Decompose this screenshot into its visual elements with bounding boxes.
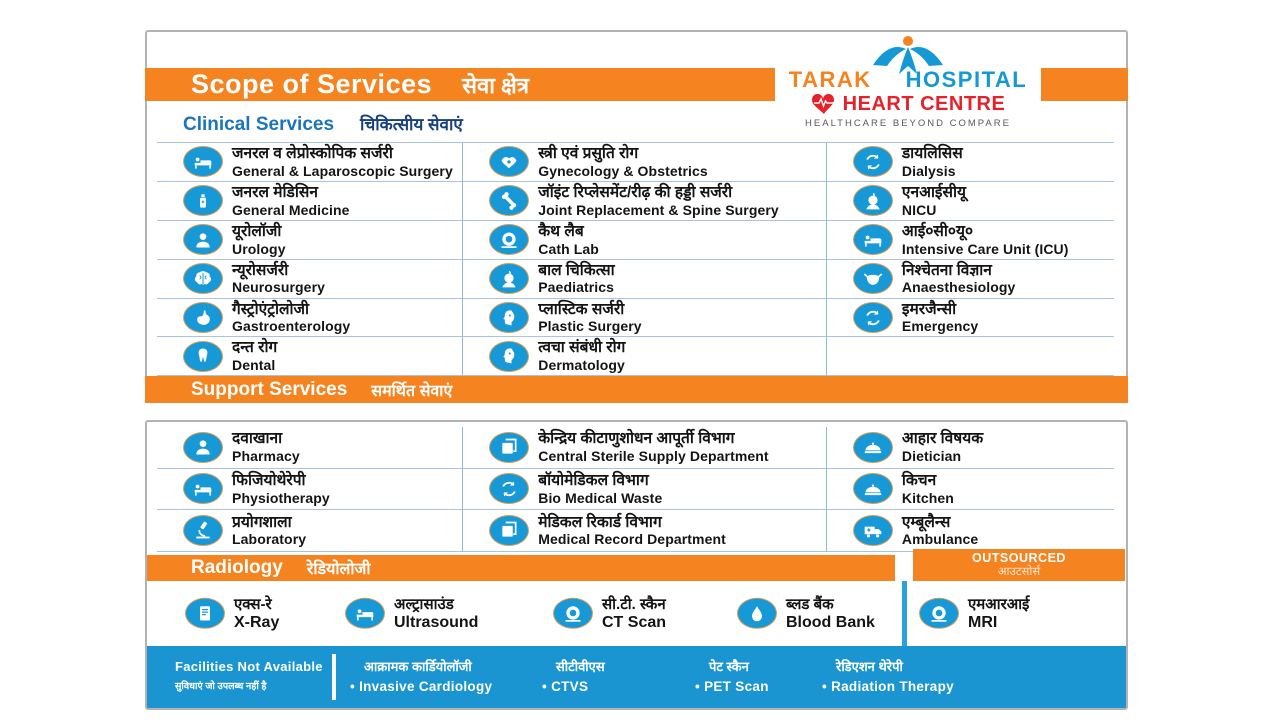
service-name-english: Cath Lab: [538, 240, 599, 257]
service-name-english: Gastroenterology: [232, 318, 351, 335]
stomach-icon: [183, 302, 223, 333]
service-row: [157, 337, 462, 376]
service-row: [157, 510, 462, 552]
service-row: [827, 143, 1114, 182]
service-row: [827, 182, 1114, 221]
service-row: [157, 299, 462, 338]
mri-scanner-icon: [919, 598, 959, 629]
service-name-english: Kitchen: [901, 489, 954, 506]
clinical-section-panel: [145, 30, 1128, 403]
dietician-cloche-icon: [853, 432, 893, 463]
service-name-english: Intensive Care Unit (ICU): [901, 240, 1069, 257]
gynecology-hands-icon: [489, 146, 529, 177]
facilities-not-available-footer: [147, 646, 1126, 708]
kitchen-cloche-icon: [853, 473, 893, 504]
facility-name-hindi: सीटीवीएस: [556, 659, 605, 674]
tooth-icon: [183, 341, 223, 372]
service-row: [463, 182, 826, 221]
facility-name-english: • Invasive Cardiology: [350, 679, 492, 694]
service-name-english: General Medicine: [232, 201, 350, 218]
service-row: [827, 260, 1114, 299]
service-name-english: General & Laparoscopic Surgery: [232, 162, 453, 179]
service-name-hindi: फिजियोथेरेपी: [232, 471, 306, 489]
service-row: [827, 469, 1114, 511]
outsourced-divider: [902, 581, 907, 646]
service-name-hindi: आई०सी०यू०: [901, 222, 974, 240]
service-name-english: Plastic Surgery: [538, 318, 642, 335]
service-name-hindi: दवाखाना: [232, 430, 283, 448]
nicu-baby-icon: [853, 185, 893, 216]
brain-icon: [183, 263, 223, 294]
page-title-hindi: सेवा क्षेत्र: [462, 72, 529, 98]
service-name-hindi: जनरल व लेप्रोस्कोपिक सर्जरी: [232, 144, 393, 162]
service-name-hindi: अल्ट्रासाउंड: [394, 595, 454, 613]
service-name-english: Ultrasound: [394, 613, 479, 631]
service-row: [827, 221, 1114, 260]
biomedical-waste-icon: [489, 473, 529, 504]
service-row: [463, 221, 826, 260]
service-name-hindi: एमआरआई: [968, 595, 1030, 613]
ct-scanner-icon: [553, 598, 593, 629]
blood-drop-icon: [737, 598, 777, 629]
service-name-hindi: केन्द्रिय कीटाणुशोधन आपूर्ती विभाग: [538, 430, 735, 448]
outsourced-radiology-item: [919, 595, 1029, 631]
service-name-english: Medical Record Department: [538, 531, 726, 548]
support-services-bar: Support Services समर्थित सेवाएं: [145, 376, 1128, 403]
service-name-english: Laboratory: [232, 531, 307, 548]
facility-name-hindi: पेट स्कैन: [709, 659, 749, 674]
service-name-english: Paediatrics: [538, 279, 615, 296]
radiology-bar: Radiology रेडियोलोजी: [145, 555, 895, 581]
pharmacist-icon: [183, 432, 223, 463]
medicine-bottle-icon: [183, 185, 223, 216]
service-name-english: Pharmacy: [232, 448, 300, 465]
cath-lab-icon: [489, 224, 529, 255]
service-row: [157, 427, 462, 469]
service-name-english: NICU: [901, 201, 937, 218]
emergency-24h-icon: [853, 302, 893, 333]
service-name-hindi: आहार विषयक: [901, 430, 984, 448]
radiology-item: [345, 595, 478, 631]
microscope-icon: [183, 515, 223, 546]
service-name-english: MRI: [968, 613, 998, 631]
service-name-hindi: एक्स-रे: [234, 595, 272, 613]
clinical-column-2: [463, 143, 827, 377]
service-row: [157, 182, 462, 221]
ambulance-icon: [853, 515, 893, 546]
facilities-not-available-label: Facilities Not Available सुविधाएं जो उपलब्ध नहीं है: [175, 659, 323, 692]
service-name-hindi: ब्लड बैंक: [786, 595, 834, 613]
service-name-english: X-Ray: [234, 613, 280, 631]
service-name-hindi: निश्चेतना विज्ञान: [901, 261, 992, 279]
service-name-hindi: गैस्ट्रोएंट्रोलोजी: [232, 300, 310, 318]
service-name-hindi: सी.टी. स्कैन: [602, 595, 666, 613]
service-name-hindi: डायलिसिस: [901, 144, 963, 162]
ultrasound-icon: [345, 598, 385, 629]
heart-pulse-icon: [811, 94, 837, 115]
service-name-english: Emergency: [901, 318, 979, 335]
support-column-2: [463, 427, 827, 552]
service-name-english: Neurosurgery: [232, 279, 326, 296]
service-name-hindi: बॉयोमेडिकल विभाग: [538, 471, 649, 489]
support-column-1: [157, 427, 463, 552]
facility-name-english: • CTVS: [542, 679, 605, 694]
service-name-english: CT Scan: [602, 613, 667, 631]
radiology-item: [185, 595, 279, 631]
unavailable-facility-item: [695, 657, 769, 694]
facility-name-english: • Radiation Therapy: [822, 679, 954, 694]
service-name-hindi: कैथ लैब: [538, 222, 584, 240]
service-name-hindi: एनआईसीयू: [901, 183, 966, 201]
service-row: [827, 427, 1114, 469]
service-row: [463, 469, 826, 511]
service-row: [827, 510, 1114, 552]
service-name-english: Bio Medical Waste: [538, 489, 663, 506]
support-section-panel: [145, 420, 1128, 710]
service-row: [827, 299, 1114, 338]
plastic-surgery-face-icon: [489, 302, 529, 333]
service-row: [157, 221, 462, 260]
medical-records-icon: [489, 515, 529, 546]
dermatology-icon: [489, 341, 529, 372]
service-name-hindi: यूरोलॉजी: [232, 222, 282, 240]
service-row: [157, 260, 462, 299]
service-name-english: Physiotherapy: [232, 489, 330, 506]
support-services-grid: [157, 427, 1114, 552]
facility-name-hindi: आक्रामक कार्डियोलॉजी: [364, 659, 472, 674]
service-row: [463, 337, 826, 376]
service-name-english: Anaesthesiology: [901, 279, 1016, 296]
unavailable-facility-item: [822, 657, 954, 694]
logo-name-hospital: HOSPITAL: [905, 67, 1028, 92]
support-column-3: [827, 427, 1114, 552]
service-name-english: Dental: [232, 357, 276, 374]
radiology-item: [737, 595, 875, 631]
service-row: [463, 427, 826, 469]
anaesthesia-mask-icon: [853, 263, 893, 294]
service-name-hindi: जॉइंट रिप्लेसमेंट/रीढ़ की हड्डी सर्जरी: [538, 183, 733, 201]
service-name-english: Ambulance: [901, 531, 979, 548]
service-name-english: Gynecology & Obstetrics: [538, 162, 708, 179]
clinical-services-heading: Clinical Services चिकित्सीय सेवाएं: [183, 114, 463, 135]
hospital-logo: [775, 34, 1041, 135]
icu-bed-icon: [853, 224, 893, 255]
service-row: [463, 299, 826, 338]
logo-name-tarak: TARAK: [788, 67, 872, 92]
facility-name-english: • PET Scan: [695, 679, 769, 694]
service-name-hindi: किचन: [901, 471, 937, 489]
baby-icon: [489, 263, 529, 294]
service-name-english: Dermatology: [538, 357, 625, 374]
service-name-hindi: प्रयोगशाला: [232, 513, 292, 531]
service-row: [463, 143, 826, 182]
dialysis-icon: [853, 146, 893, 177]
urology-icon: [183, 224, 223, 255]
service-row: [463, 510, 826, 552]
radiology-item: [553, 595, 666, 631]
clinical-services-grid: [157, 142, 1114, 377]
service-name-hindi: त्वचा संबंधी रोग: [538, 339, 626, 357]
service-name-hindi: प्लास्टिक सर्जरी: [538, 300, 625, 318]
unavailable-facility-item: [542, 657, 605, 694]
logo-tagline: HEALTHCARE BEYOND COMPARE: [805, 118, 1011, 129]
service-name-hindi: एम्बूलैन्स: [901, 513, 951, 531]
physiotherapy-icon: [183, 473, 223, 504]
service-name-hindi: न्यूरोसर्जरी: [232, 261, 289, 279]
operating-table-icon: [183, 146, 223, 177]
service-name-hindi: मेडिकल रिकार्ड विभाग: [538, 513, 662, 531]
service-name-english: Urology: [232, 240, 286, 257]
cssd-icon: [489, 432, 529, 463]
service-name-hindi: जनरल मेडिसिन: [232, 183, 318, 201]
footer-divider: [332, 654, 336, 700]
unavailable-facility-item: [350, 657, 492, 694]
clinical-column-3: [827, 143, 1114, 377]
service-name-english: Dietician: [901, 448, 962, 465]
facility-name-hindi: रेडिएशन थेरेपी: [836, 659, 903, 674]
clinical-column-1: [157, 143, 463, 377]
service-row: [157, 469, 462, 511]
service-name-hindi: इमरजैन्सी: [901, 300, 957, 318]
service-name-english: Dialysis: [901, 162, 956, 179]
service-name-hindi: बाल चिकित्सा: [538, 261, 615, 279]
service-name-english: Blood Bank: [786, 613, 875, 631]
radiology-row: [147, 581, 1126, 646]
service-name-hindi: दन्त रोग: [232, 339, 278, 357]
xray-film-icon: [185, 598, 225, 629]
outsourced-bar: OUTSOURCED आउटसोर्स: [913, 549, 1125, 581]
service-name-hindi: स्त्री एवं प्रसुति रोग: [538, 144, 639, 162]
service-row: [157, 143, 462, 182]
service-name-english: Central Sterile Supply Department: [538, 448, 769, 465]
page-title: Scope of Services: [191, 69, 433, 99]
logo-heart-centre: HEART CENTRE: [842, 93, 1006, 115]
joint-bone-icon: [489, 185, 529, 216]
service-row: [463, 260, 826, 299]
service-name-english: Joint Replacement & Spine Surgery: [538, 201, 779, 218]
